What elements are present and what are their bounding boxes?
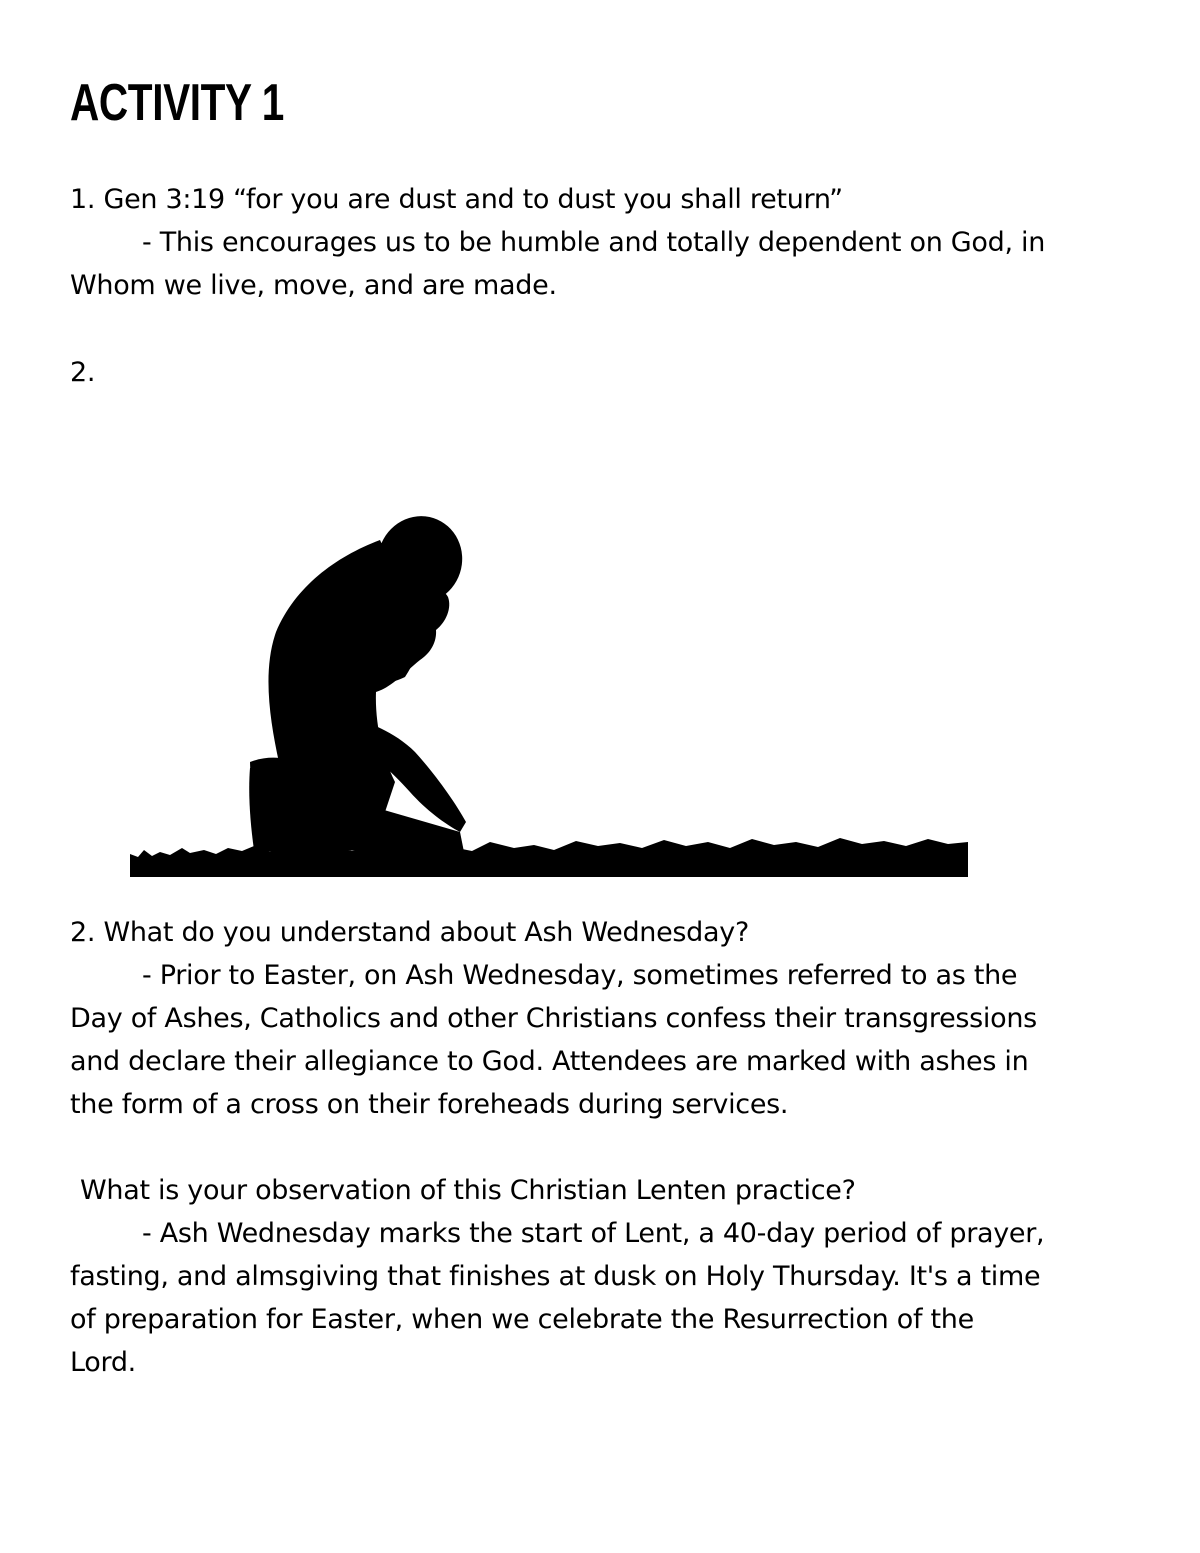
question2-answer-line2: fasting, and almsgiving that finishes at dusk on Holy Thursday. It's a time bbox=[70, 1261, 1041, 1292]
question2-answer-line3: of preparation for Easter, when we celebrate the Resurrection of the bbox=[70, 1304, 974, 1335]
question1-answer-line3: and declare their allegiance to God. Attendees are marked with ashes in bbox=[70, 1046, 1029, 1077]
question1-answer-line4: the form of a cross on their foreheads during services. bbox=[70, 1089, 789, 1120]
kneeling-prayer-silhouette-icon bbox=[130, 512, 968, 877]
question1-answer-line1: - Prior to Easter, on Ash Wednesday, sometimes referred to as the bbox=[142, 960, 1018, 991]
question1-answer-line2: Day of Ashes, Catholics and other Christians confess their transgressions bbox=[70, 1003, 1037, 1034]
item1-reference: 1. Gen 3:19 “for you are dust and to dust you shall return” bbox=[70, 184, 843, 215]
item1-answer-line2: Whom we live, move, and are made. bbox=[70, 270, 557, 301]
page-title: ACTIVITY 1 bbox=[70, 74, 284, 132]
question2-prompt: What is your observation of this Christian Lenten practice? bbox=[80, 1175, 856, 1206]
item1-answer-line1: - This encourages us to be humble and totally dependent on God, in bbox=[142, 227, 1046, 258]
question2-answer-line4: Lord. bbox=[70, 1347, 136, 1378]
question2-answer-line1: - Ash Wednesday marks the start of Lent, a 40-day period of prayer, bbox=[142, 1218, 1045, 1249]
item2-number: 2. bbox=[70, 357, 96, 388]
question1-prompt: 2. What do you understand about Ash Wednesday? bbox=[70, 917, 749, 948]
